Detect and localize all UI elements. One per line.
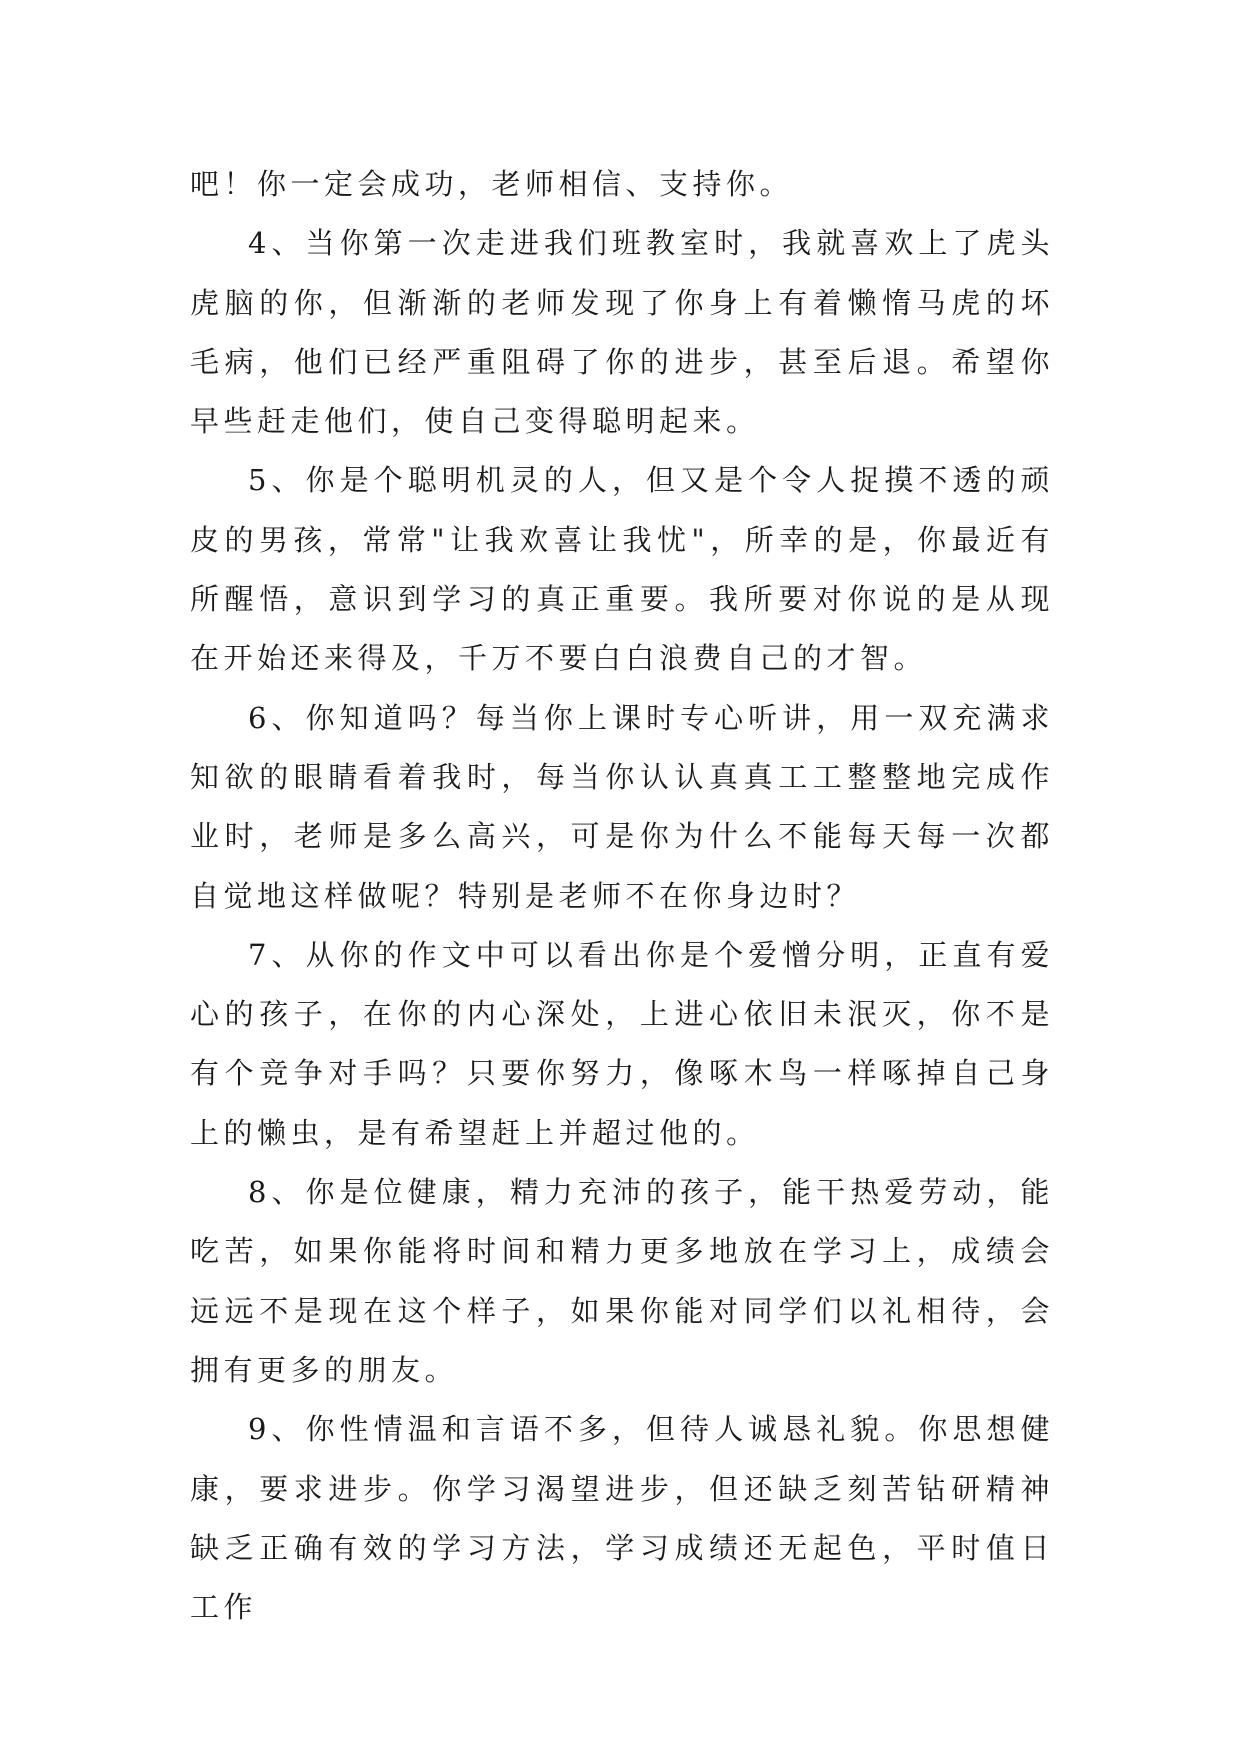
paragraph-7: 7、从你的作文中可以看出你是个爱憎分明，正直有爱心的孩子，在你的内心深处，上进心依旧未泯灭，你不是有个竞争对手吗？只要你努力，像啄木鸟一样啄掉自己身上的懒虫，是有希望赶上并超过他的。 xyxy=(190,937,1054,1150)
document-body xyxy=(190,155,1054,1637)
paragraph-continued: 吧！你一定会成功，老师相信、支持你。 xyxy=(190,167,794,201)
paragraph-8: 8、你是位健康，精力充沛的孩子，能干热爱劳动，能吃苦，如果你能将时间和精力更多地放在学习上，成绩会远远不是现在这个样子，如果你能对同学们以礼相待，会拥有更多的朋友。 xyxy=(190,1175,1054,1387)
paragraph-6: 6、你知道吗？每当你上课时专心听讲，用一双充满求知欲的眼睛看着我时，每当你认认真真工工整整地完成作业时，老师是多么高兴，可是你为什么不能每天每一次都自觉地这样做呢？特别是老师不在你身边时？ xyxy=(190,700,1054,913)
paragraph-4: 4、当你第一次走进我们班教室时，我就喜欢上了虎头虎脑的你，但渐渐的老师发现了你身上有着懒惰马虎的坏毛病，他们已经严重阻碍了你的进步，甚至后退。希望你早些赶走他们，使自己变得聪明起来。 xyxy=(190,226,1054,439)
paragraph-5: 5、你是个聪明机灵的人，但又是个令人捉摸不透的顽皮的男孩，常常"让我欢喜让我忧"，所幸的是，你最近有所醒悟，意识到学习的真正重要。我所要对你说的是从现在开始还来得及，千万不要白白浪费自己的才智。 xyxy=(190,463,1054,676)
paragraph-9: 9、你性情温和言语不多，但待人诚恳礼貌。你思想健康，要求进步。你学习渴望进步，但还缺乏刻苦钻研精神缺乏正确有效的学习方法，学习成绩还无起色，平时值日工作 xyxy=(190,1412,1054,1625)
